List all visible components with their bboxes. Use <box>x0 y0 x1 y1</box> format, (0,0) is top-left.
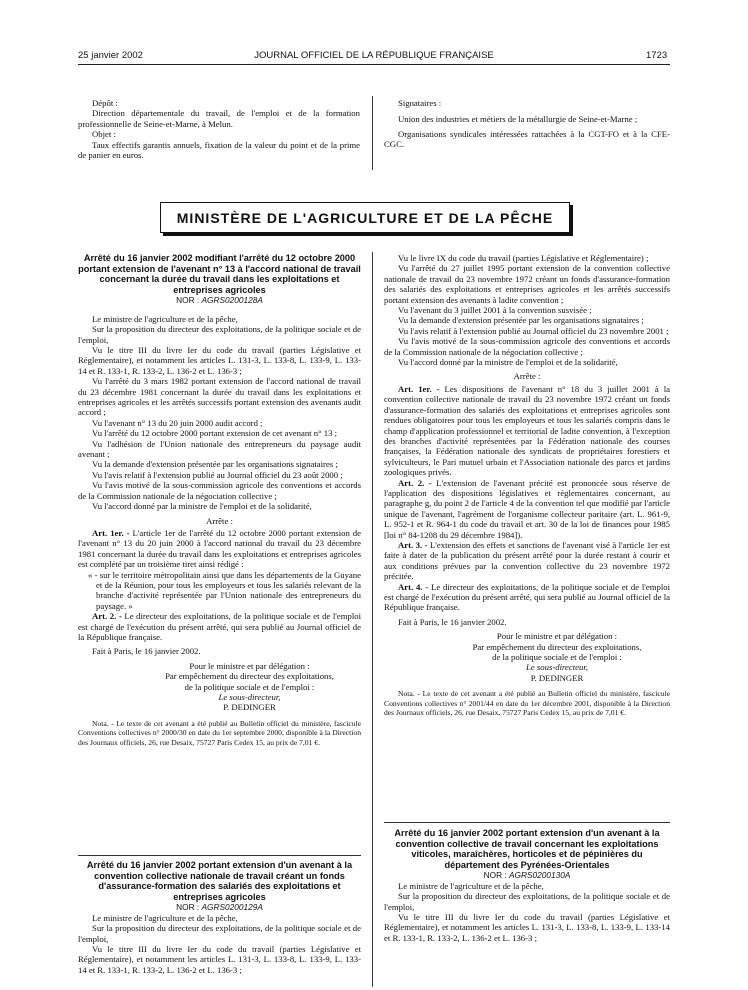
decree-1-arrete: Arrête : <box>206 515 233 526</box>
decree-2-para: Vu l'arrêté du 27 juillet 1995 portant extension de la convention collective nationale de travail du 23 novembre 1972 créant un fonds d'assurance-formation des salariés des exploitations et entreprises agricoles et les arrêtés successifs portant extension des avenants à ladite convention ; <box>384 263 670 305</box>
signature-line: Le sous-directeur, <box>526 662 588 673</box>
top-left-block <box>78 98 360 160</box>
article-text: L'extension des effets et sanctions de l'avenant visé à l'article 1er est faite à dater de la publication du présent arrêté pour la durée restant à courir et aux conditions prévues par la convention collective du 23 novembre 1972 précitée. <box>384 539 670 582</box>
article-label: Art. 2. - <box>92 611 122 622</box>
article-label: Art. 4. - <box>398 581 429 592</box>
depot-text: Direction départementale du travail, de l'emploi et de la formation professionnelle de Seine-et-Marne, à Melun. <box>78 108 360 129</box>
right-section-rule <box>384 822 670 823</box>
decree-2-para: Vu l'avis relatif à l'extension publié au Journal officiel du 23 novembre 2001 ; <box>398 325 669 336</box>
decree-2-article-3 <box>384 540 670 582</box>
left-section-rule <box>78 855 361 856</box>
header-title: JOURNAL OFFICIEL DE LA RÉPUBLIQUE FRANÇAISE <box>254 50 494 61</box>
decree-1-para: Vu l'avis relatif à l'extension publié au Journal officiel du 23 août 2000 ; <box>92 469 343 480</box>
decree-1-nor <box>78 295 361 305</box>
decree-1-fait: Fait à Paris, le 16 janvier 2002. <box>92 646 201 657</box>
decree-3-para: Le ministre de l'agriculture et de la pêche, <box>398 880 544 891</box>
signature-line: Par empêchement du directeur des exploitations, <box>165 671 334 682</box>
decree-2-article-2 <box>384 478 670 540</box>
signature-line: Pour le ministre et par délégation : <box>189 660 310 671</box>
nor-code: AGRS0200128A <box>201 295 263 306</box>
decree-2-para: Vu l'accord donné par la ministre de l'emploi et de la solidarité, <box>398 357 618 368</box>
signataire-1: Union des industries et métiers de la métallurgie de Seine-et-Marne ; <box>398 114 638 125</box>
decree-1-para: Vu l'arrêté du 12 octobre 2000 portant extension de cet avenant n° 13 ; <box>92 428 338 439</box>
top-column-divider <box>372 96 373 170</box>
signature-line: Par empêchement du directeur des exploitations, <box>472 641 642 652</box>
header-date: 25 janvier 2002 <box>78 50 143 61</box>
left-column-decree-2 <box>78 860 361 975</box>
decree-2-article-4 <box>384 582 670 613</box>
decree-3-para: Vu le titre III du livre Ier du code du travail (parties Législative et Réglementaire), et notamment les articles L. 131-3, L. 133-8, L. 133-9, L. 133-14 et R. 133-1, R. 133-2, L. 136-2 et L. 136-3 ; <box>384 912 670 943</box>
right-column <box>384 253 670 717</box>
signature-line: Pour le ministre et par délégation : <box>496 631 618 642</box>
article-text: Le directeur des exploitations, de la politique sociale et de l'emploi est chargé de l'exécution du présent arrêté, qui sera publié au Journal officiel de la République française. <box>78 611 362 642</box>
article-label: Art. 1er. - <box>398 383 440 394</box>
decree-2-nota: Nota. - Le texte de cet avenant a été publié au Bulletin officiel du ministère, fascicule Conventions collectives n° 2001/44 en date du 1er décembre 2001, disponible à la Direction des Journaux officiels, 26, rue Desaix, 75727 Paris Cedex 15, au prix de 7,01 €. <box>384 689 670 718</box>
decree-1-quote: « - sur le territoire métropolitain ainsi que dans les départements de la Guyane et de la Réunion, pour tous les employeurs et tous les salariés relevant de la branche d'activité représentée par l'Union nationale des entrepreneurs du paysage. » <box>88 569 361 611</box>
signataire-2: Organisations syndicales intéressées rattachées à la CGT-FO et à la CFE-CGC. <box>384 128 670 150</box>
right-column-decree-3 <box>384 828 670 943</box>
main-column-divider <box>372 252 373 987</box>
decree-1-para: Vu le titre III du livre Ier du code du travail (parties Législative et Réglementaire), et notamment les articles L. 131-3, L. 133-8, L. 133-9, L. 133-14 et R. 133-1, R. 133-2, L. 136-2 et L. 136-3 ; <box>78 345 361 376</box>
decree-2-article-1 <box>384 384 670 478</box>
article-label: Art. 3. - <box>398 539 428 550</box>
decree-2-arrete: Arrête : <box>513 371 541 382</box>
decree-2-para: Vu l'avenant du 3 juillet 2001 à la convention susvisée ; <box>398 305 592 316</box>
signature-line: de la politique sociale et de l'emploi : <box>184 681 315 692</box>
decree-2-fait: Fait à Paris, le 16 janvier 2002. <box>398 616 507 627</box>
decree-2-nor <box>78 902 361 912</box>
decree-2-para: Vu la demande d'extension présentée par les organisations signataires ; <box>398 315 644 326</box>
objet-text: Taux effectifs garantis annuels, fixation de la valeur du point et de la prime de panier en euros. <box>78 139 360 161</box>
decree-1-title: Arrêté du 16 janvier 2002 modifiant l'arrêté du 12 octobre 2000 portant extension de l'avenant n° 13 à l'accord national de travail concernant la durée du travail dans les exploitations et entreprises agricoles <box>78 253 361 295</box>
left-column <box>78 253 361 747</box>
decree-1-para: Vu la demande d'extension présentée par les organisations signataires ; <box>92 459 338 470</box>
signatory-name: P. DEDINGER <box>530 672 584 683</box>
decree-2-para: Le ministre de l'agriculture et de la pêche, <box>92 912 238 923</box>
decree-2-para: Vu le livre IX du code du travail (parties Législative et Réglementaire) ; <box>398 253 649 263</box>
article-text: Les dispositions de l'avenant n° 18 du 3 juillet 2001 à la convention collective nationale de travail du 23 novembre 1972 créant un fonds d'assurance-formation des salariés des exploitations et entreprises agricoles sont rendues obligatoires pour tous les employeurs et tous les salariés compris dans le champ d'application professionnel et territorial de ladite convention, à l'exception des branches d'activité représentées par la Fédération nationale des courses françaises, la Fédération nationale des syndicats de propriétaires forestiers et sylviculteurs, le Pari mutuel urbain et l'Association nationale des parcs et jardins zoologiques privés. <box>384 383 670 478</box>
header-rule <box>78 64 670 65</box>
decree-1-para: Le ministre de l'agriculture et de la pêche, <box>92 313 238 324</box>
decree-1-para: Sur la proposition du directeur des exploitations, de la politique sociale et de l'emploi, <box>78 324 361 345</box>
decree-2-signature <box>384 631 670 683</box>
depot-label: Dépôt : <box>92 98 118 108</box>
top-right-block <box>384 98 670 150</box>
nor-label: NOR : <box>176 295 202 306</box>
decree-3-nor <box>384 870 670 880</box>
page-number: 1723 <box>646 50 668 61</box>
decree-1-signature <box>78 661 361 713</box>
objet-label: Objet : <box>92 129 116 140</box>
signataires-label: Signataires : <box>398 98 442 108</box>
nor-code: AGRS0200130A <box>509 870 571 881</box>
decree-2-para: Vu l'avis motivé de la sous-commission agricole des conventions et accords de la Commission nationale de la négociation collective ; <box>384 336 670 357</box>
signature-line: Le sous-directeur, <box>218 692 281 702</box>
decree-3-title: Arrêté du 16 janvier 2002 portant extension d'un avenant à la convention collective de travail concernant les exploitations viticoles, maraîchères, horticoles et de pépinières du département des Pyrénées-Orientales <box>394 828 660 870</box>
article-label: Art. 1er. - <box>92 527 130 538</box>
decree-2-para: Sur la proposition du directeur des exploitations, de la politique sociale et de l'emploi, <box>78 923 361 944</box>
signature-line: de la politique sociale et de l'emploi : <box>492 652 622 663</box>
ministry-title: MINISTÈRE DE L'AGRICULTURE ET DE LA PÊCHE <box>176 209 554 226</box>
nor-label: NOR : <box>176 902 202 913</box>
decree-1-para: Vu l'avis motivé de la sous-commission agricole des conventions et accords de la Commission nationale de la négociation collective ; <box>78 480 361 501</box>
article-text: L'article 1er de l'arrêté du 12 octobre 2000 portant extension de l'avenant n° 13 du 20 juin 2000 à l'accord national du travail du 23 décembre 1981 concernant la durée du travail dans les exploitations et entreprises agricoles est complété par un troisième tiret ainsi rédigé : <box>78 527 361 570</box>
decree-2-title: Arrêté du 16 janvier 2002 portant extension d'un avenant à la convention collective nationale de travail créant un fonds d'assurance-formation des salariés des exploitations et entreprises agricoles <box>86 860 353 902</box>
decree-1-para: Vu l'avenant n° 13 du 20 juin 2000 audit accord ; <box>92 417 263 428</box>
decree-1-nota: Nota. - Le texte de cet avenant a été publié au Bulletin officiel du ministère, fascicule Conventions collectives n° 2000/30 en date du 1er septembre 2000, disponible à la Direction des Journaux officiels, 26, rue Desaix, 75727 Paris Cedex 15, au prix de 7,01 €. <box>78 718 361 747</box>
article-text: Le directeur des exploitations, de la politique sociale et de l'emploi est chargé de l'exécution du présent arrêté, qui sera publié au Journal officiel de la République française. <box>384 581 670 613</box>
decree-1-para: Vu l'arrêté du 3 mars 1982 portant extension de l'accord national de travail du 23 décembre 1981 concernant la durée du travail dans les exploitations et entreprises agricoles et les arrêtés successifs portant extension des avenants audit accord ; <box>78 376 361 418</box>
signatory-name: P. DEDINGER <box>223 702 276 713</box>
ministry-banner <box>160 202 570 233</box>
decree-3-para: Sur la proposition du directeur des exploitations, de la politique sociale et de l'emploi, <box>384 891 670 912</box>
decree-1-article-2 <box>78 611 361 642</box>
decree-1-article-1 <box>78 528 361 570</box>
nor-code: AGRS0200129A <box>201 902 263 913</box>
decree-2-para: Vu le titre III du livre Ier du code du travail (parties Législative et Réglementaire), et notamment les articles L. 131-3, L. 133-8, L. 133-9, L. 133-14 et R. 133-1, R. 133-2, L. 136-2 et L. 136-3 ; <box>78 944 361 975</box>
decree-1-para: Vu l'adhésion de l'Union nationale des entrepreneurs du paysage audit avenant ; <box>78 438 361 460</box>
nor-label: NOR : <box>483 870 509 881</box>
article-text: L'extension de l'avenant précité est prononcée sous réserve de l'application des dispositions législatives et réglementaires concernant, au paragraphe g, du point 2 de l'article 4 de la convention tel que modifié par l'article unique de l'avenant, l'agrément de l'organisme collecteur paritaire (art. L. 961-9, L. 952-1 et R. 964-1 du code du travail et art. 30 de la loi de finances pour 1985 [loi n° 84-1208 du 29 décembre 1984]). <box>384 477 670 540</box>
article-label: Art. 2. - <box>398 477 432 488</box>
decree-1-para: Vu l'accord donné par la ministre de l'emploi et de la solidarité, <box>92 501 312 512</box>
